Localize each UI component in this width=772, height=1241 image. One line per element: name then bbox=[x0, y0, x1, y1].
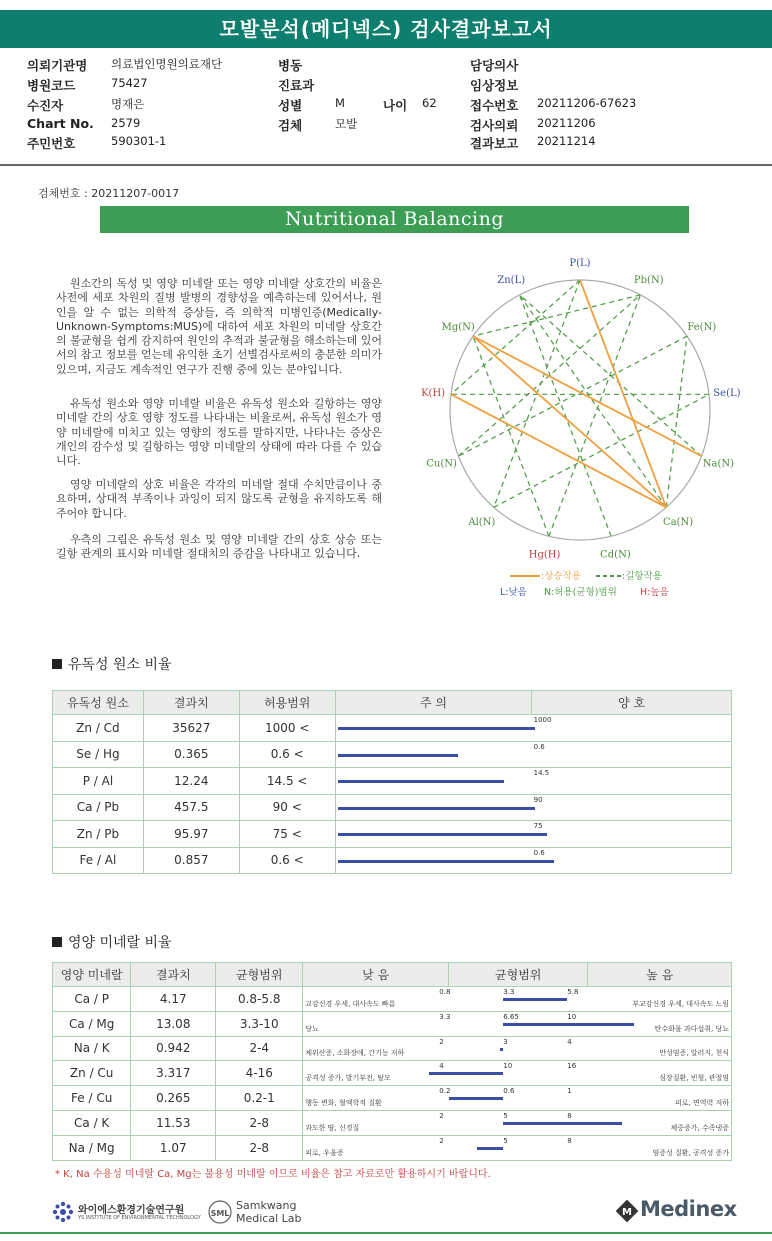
toxic-row bbox=[53, 715, 732, 742]
toxic-bar bbox=[338, 860, 555, 863]
nutrient-low-ref: 2 bbox=[439, 1037, 444, 1046]
report-title: 모발분석(메디넥스) 검사결과보고서 bbox=[0, 10, 772, 48]
nutrient-high-text: 심장질환, 빈혈, 관절염 bbox=[659, 1074, 729, 1083]
toxic-section-title: 유독성 원소 비율 bbox=[52, 654, 172, 674]
nutrient-mineral: Ca / Mg bbox=[53, 1011, 131, 1036]
wheel-lines bbox=[451, 280, 709, 536]
antagonism-line bbox=[666, 336, 687, 507]
nutrient-high-text: 만성염증, 알러지, 천식 bbox=[659, 1049, 729, 1058]
wheel-node-label: K(H) bbox=[421, 388, 446, 400]
toxic-range: 90 < bbox=[239, 794, 335, 821]
wheel-node-label: Na(N) bbox=[702, 458, 735, 470]
wheel-node-label: Cd(N) bbox=[600, 549, 631, 561]
wheel-node-label: Al(N) bbox=[468, 516, 496, 528]
nutrient-mineral: Zn / Cu bbox=[53, 1061, 131, 1086]
nutrient-bar bbox=[449, 1097, 503, 1100]
nutrient-high-ref: 1 bbox=[567, 1087, 572, 1096]
nutrient-range: 4-16 bbox=[216, 1061, 303, 1086]
nutrient-low-text: 교감신경 우세, 대사속도 빠름 bbox=[305, 999, 396, 1008]
wheel-node-label: Hg(H) bbox=[528, 549, 561, 561]
nutrient-bar bbox=[477, 1147, 504, 1150]
nutrient-bar bbox=[503, 1122, 622, 1125]
toxic-row bbox=[53, 847, 732, 874]
nutrient-result: 0.942 bbox=[131, 1036, 216, 1061]
nutrient-range: 0.2-1 bbox=[216, 1086, 303, 1111]
toxic-result: 95.97 bbox=[143, 821, 239, 848]
nutrient-range: 2-4 bbox=[216, 1036, 303, 1061]
wheel-node-label: P(L) bbox=[569, 258, 591, 269]
toxic-header-good: 양 호 bbox=[532, 691, 732, 715]
sml-logo-line1: Samkwang bbox=[236, 1199, 297, 1212]
institution-label: 의뢰기관명 bbox=[27, 58, 88, 73]
wheel-node-label: Mg(N) bbox=[441, 321, 475, 333]
ys-logo-name: 와이에스환경기술연구원 bbox=[78, 1205, 185, 1216]
toxic-table bbox=[52, 690, 732, 874]
nutrient-bar-cell bbox=[303, 1011, 732, 1036]
age-value: 62 bbox=[422, 96, 437, 110]
nutrient-bar bbox=[503, 998, 567, 1001]
wheel-node-label: Se(L) bbox=[713, 388, 741, 400]
nutrient-bar bbox=[500, 1048, 503, 1051]
antagonism-line bbox=[520, 295, 667, 507]
toxic-element: Se / Hg bbox=[53, 741, 144, 768]
nutrient-low-text: 체위산증, 소화장애, 간기능 저하 bbox=[305, 1049, 405, 1058]
paragraph-2: 유독성 원소와 영양 미네랄 비율은 유독성 원소와 길항하는 영양 미네랄 간의 상호 영향 정도를 나타내는 비율로써, 유독성 원소가 영양 미네랄에 미치고 있는 영향의 정도를 말하지만, 나타나는 증상은 개인의 감수성 및 길항하는 영양 미네랄의 상태에 따라 다를 수 있습니다. bbox=[56, 397, 382, 468]
toxic-element: Ca / Pb bbox=[53, 794, 144, 821]
toxic-result: 0.857 bbox=[143, 847, 239, 874]
nutrient-high-ref: 8 bbox=[567, 1111, 572, 1120]
nutrient-row bbox=[53, 1061, 732, 1086]
hospital-code-value: 75427 bbox=[111, 76, 148, 90]
bottom-divider bbox=[0, 1232, 772, 1234]
toxic-bar-cell bbox=[335, 715, 731, 742]
toxic-ref-value: 1000 bbox=[533, 716, 552, 724]
nutrient-result: 11.53 bbox=[131, 1110, 216, 1135]
specimen-number: 검체번호 : 20211207-0017 bbox=[38, 187, 180, 200]
nutrient-low-text: 피로, 우울증 bbox=[305, 1148, 344, 1157]
nutrient-bar bbox=[429, 1072, 503, 1075]
paragraph-4: 우측의 그림은 유독성 원소 및 영양 미네랄 간의 상호 상승 또는 길항 관계의 표시와 미네랄 절대치의 증감을 나타내고 있습니다. bbox=[56, 533, 382, 561]
wheel-node-label: Fe(N) bbox=[687, 321, 717, 333]
nutrient-row bbox=[53, 1036, 732, 1061]
medinex-logo-badge: M bbox=[622, 1207, 632, 1218]
nutrient-range: 0.8-5.8 bbox=[216, 987, 303, 1012]
wheel-node-label: Ca(N) bbox=[663, 516, 694, 528]
nutrient-low-text: 과도한 땀, 신경질 bbox=[305, 1123, 360, 1132]
nutrient-mid-ref: 6.65 bbox=[503, 1012, 519, 1021]
mineral-wheel bbox=[410, 258, 750, 610]
toxic-bar bbox=[338, 727, 535, 730]
toxic-row bbox=[53, 741, 732, 768]
hospital-code-label: 병원코드 bbox=[27, 78, 76, 93]
nutrient-section-title: 영양 미네랄 비율 bbox=[52, 932, 172, 952]
toxic-header-result: 결과치 bbox=[143, 691, 239, 715]
institution-value: 의료법인명원의료재단 bbox=[111, 57, 223, 71]
toxic-result: 0.365 bbox=[143, 741, 239, 768]
nutrient-bar-cell bbox=[303, 1135, 732, 1160]
nutrient-result: 1.07 bbox=[131, 1135, 216, 1160]
toxic-ref-value: 75 bbox=[533, 822, 543, 830]
toxic-bar bbox=[338, 754, 458, 757]
toxic-ref-value: 0.6 bbox=[533, 742, 545, 751]
nutrient-bar-cell bbox=[303, 1110, 732, 1135]
sml-logo-icon bbox=[207, 1199, 233, 1225]
toxic-range: 75 < bbox=[239, 821, 335, 848]
nutrient-mineral: Ca / P bbox=[53, 987, 131, 1012]
wheel-node-label: Zn(L) bbox=[497, 274, 526, 286]
nutrient-mineral: Ca / K bbox=[53, 1110, 131, 1135]
clinical-label: 임상정보 bbox=[470, 78, 519, 93]
nutrient-result: 13.08 bbox=[131, 1011, 216, 1036]
toxic-bar bbox=[338, 780, 504, 783]
wheel-circle bbox=[450, 280, 710, 540]
nutritional-balancing-title: Nutritional Balancing bbox=[100, 206, 689, 233]
report-label: 결과보고 bbox=[470, 136, 519, 151]
legend-low: L:낮음 bbox=[500, 587, 527, 598]
dept-label: 진료과 bbox=[278, 78, 315, 93]
toxic-row bbox=[53, 821, 732, 848]
nutrient-mid-ref: 5 bbox=[503, 1111, 508, 1120]
nutrient-mid-ref: 0.6 bbox=[503, 1087, 515, 1096]
toxic-row bbox=[53, 768, 732, 795]
nutrient-mineral: Fe / Cu bbox=[53, 1086, 131, 1111]
toxic-element: P / Al bbox=[53, 768, 144, 795]
toxic-header-element: 유독성 원소 bbox=[53, 691, 144, 715]
nutrient-row bbox=[53, 1110, 732, 1135]
sex-label: 성별 bbox=[278, 98, 303, 113]
nutrient-high-text: 체중증가, 수족냉증 bbox=[670, 1123, 729, 1132]
toxic-bar-cell bbox=[335, 768, 731, 795]
nutrient-header-result: 결과치 bbox=[131, 963, 216, 987]
medinex-logo-icon bbox=[615, 1199, 639, 1223]
nutrient-mid-ref: 5 bbox=[503, 1136, 508, 1145]
nutrient-bar-cell bbox=[303, 987, 732, 1012]
toxic-header-caution: 주 의 bbox=[335, 691, 532, 715]
ys-logo-icon bbox=[52, 1201, 74, 1223]
medinex-logo-text: Medinex bbox=[640, 1197, 737, 1221]
toxic-bar-cell bbox=[335, 821, 731, 848]
toxic-range: 14.5 < bbox=[239, 768, 335, 795]
nutrient-range: 3.3-10 bbox=[216, 1011, 303, 1036]
patient-label: 수진자 bbox=[27, 98, 64, 113]
nutrient-high-text: 피로, 면역력 저하 bbox=[674, 1098, 729, 1107]
nutrient-result: 4.17 bbox=[131, 987, 216, 1012]
specimen-label: 검체 bbox=[278, 118, 303, 133]
nutrient-row bbox=[53, 987, 732, 1012]
nutrient-low-ref: 0.8 bbox=[439, 988, 451, 996]
legend-synergy: :상승작용 bbox=[541, 571, 581, 582]
toxic-bar-cell bbox=[335, 741, 731, 768]
nutrient-range: 2-8 bbox=[216, 1135, 303, 1160]
toxic-result: 35627 bbox=[143, 715, 239, 742]
legend-normal: N:허용(균형)범위 bbox=[544, 587, 617, 598]
toxic-bar-cell bbox=[335, 794, 731, 821]
antagonism-line bbox=[520, 295, 612, 536]
toxic-ref-value: 90 bbox=[533, 795, 543, 804]
toxic-range: 0.6 < bbox=[239, 847, 335, 874]
nutrient-low-text: 당뇨 bbox=[305, 1024, 319, 1033]
nutrient-row bbox=[53, 1086, 732, 1111]
id-label: 주민번호 bbox=[27, 136, 76, 151]
chart-label: Chart No. bbox=[27, 116, 94, 131]
paragraph-3: 영양 미네랄의 상호 비율은 각각의 미네랄 절대 수치만큼이나 중요하며, 상대적 부족이나 과잉이 되지 않도록 균형을 유지하도록 해주어야 합니다. bbox=[56, 478, 382, 520]
age-label: 나이 bbox=[383, 98, 408, 113]
legend-high: H:높음 bbox=[640, 587, 669, 598]
id-value: 590301-1 bbox=[111, 134, 167, 148]
toxic-ref-value: 0.6 bbox=[533, 848, 545, 857]
header-divider bbox=[0, 164, 772, 166]
request-label: 검사의뢰 bbox=[470, 118, 519, 133]
footnote: * K, Na 수용성 미네랄 Ca, Mg는 불용성 미네랄 이므로 비율은 참고 자료로만 활용하시기 바랍니다. bbox=[55, 1169, 491, 1180]
wheel-labels bbox=[421, 258, 741, 561]
nutrient-mid-ref: 3.3 bbox=[503, 988, 515, 996]
wheel-node-label: Cu(N) bbox=[426, 458, 457, 470]
paragraph-1: 원소간의 독성 및 영양 미네랄 또는 영양 미네랄 상호간의 비율은 사전에 세포 차원의 질병 발병의 경향성을 예측하는데 있어서나, 원인을 알 수 없는 의학적 증상들, 즉 의학적 미병인증(Medically-Unknown-Symptoms:MUS)에 대하여 세포 차원의 미네랄 상호간의 불균형을 쉽게 감지하여 원인의 추적과 불균형을 해소하는데 있어서의 참고 정보를 얻는데 유익한 초기 선별검사로써의 충분한 의미가 있으며, 지금도 계속적인 연구가 진행 중에 있는 분야입니다. bbox=[56, 277, 382, 376]
nutrient-bar-cell bbox=[303, 1036, 732, 1061]
antagonism-line bbox=[473, 336, 549, 536]
nutrient-high-text: 염증성 질환, 공격성 증가 bbox=[652, 1148, 729, 1157]
nutrient-result: 3.317 bbox=[131, 1061, 216, 1086]
nutrient-mineral: Na / K bbox=[53, 1036, 131, 1061]
receipt-label: 접수번호 bbox=[470, 98, 519, 113]
receipt-value: 20211206-67623 bbox=[537, 96, 637, 110]
toxic-result: 12.24 bbox=[143, 768, 239, 795]
footer-logos bbox=[0, 1195, 772, 1235]
nutrient-bar bbox=[503, 1023, 634, 1026]
sml-logo-badge: SML bbox=[210, 1209, 230, 1218]
toxic-row bbox=[53, 794, 732, 821]
toxic-range: 0.6 < bbox=[239, 741, 335, 768]
nutrient-low-ref: 3.3 bbox=[439, 1012, 451, 1021]
nutrient-mid-ref: 10 bbox=[503, 1062, 513, 1071]
nutrient-low-ref: 2 bbox=[439, 1111, 444, 1120]
toxic-ref-value: 14.5 bbox=[533, 769, 550, 777]
ys-logo-sub: YS INSTITUTE OF ENVIRONMENTAL TECHNOLOGY bbox=[78, 1215, 201, 1221]
nutrient-high-ref: 10 bbox=[567, 1012, 577, 1021]
toxic-element: Zn / Pb bbox=[53, 821, 144, 848]
nutrient-header-mineral: 영양 미네랄 bbox=[53, 963, 131, 987]
sex-value: M bbox=[335, 96, 345, 110]
nutrient-row bbox=[53, 1011, 732, 1036]
nutrient-high-ref: 4 bbox=[567, 1037, 572, 1046]
nutrient-high-ref: 8 bbox=[567, 1136, 572, 1145]
report-header bbox=[0, 52, 772, 164]
synergy-line bbox=[580, 280, 666, 507]
doctor-label: 담당의사 bbox=[470, 58, 519, 73]
toxic-element: Fe / Al bbox=[53, 847, 144, 874]
nutrient-low-text: 공격성 증가, 발기부전, 탈모 bbox=[305, 1074, 391, 1083]
nutrient-high-ref: 5.8 bbox=[567, 988, 579, 996]
patient-value: 명재은 bbox=[111, 97, 145, 111]
nutrient-header-low: 낮 음 bbox=[303, 963, 449, 987]
nutrient-header-balance: 균형범위 bbox=[449, 963, 588, 987]
nutrient-low-ref: 4 bbox=[439, 1062, 444, 1071]
nutrient-result: 0.265 bbox=[131, 1086, 216, 1111]
nutrient-mid-ref: 3 bbox=[503, 1037, 508, 1046]
nutrient-table bbox=[52, 962, 732, 1161]
nutrient-bar-cell bbox=[303, 1061, 732, 1086]
toxic-element: Zn / Cd bbox=[53, 715, 144, 742]
sml-logo-line2: Medical Lab bbox=[236, 1212, 302, 1225]
toxic-bar bbox=[338, 807, 535, 810]
nutrient-low-ref: 0.2 bbox=[439, 1087, 451, 1096]
wheel-node-label: Pb(N) bbox=[633, 274, 664, 286]
nutrient-bar-cell bbox=[303, 1086, 732, 1111]
nutrient-high-ref: 16 bbox=[567, 1062, 577, 1071]
toxic-bar-cell bbox=[335, 847, 731, 874]
report-value: 20211214 bbox=[537, 134, 596, 148]
nutrient-header-high: 높 음 bbox=[588, 963, 732, 987]
nutrient-low-text: 행동 변화, 혈액학적 질환 bbox=[305, 1098, 382, 1107]
nutrient-high-text: 탄수화물 과다섭취, 당뇨 bbox=[654, 1024, 729, 1033]
nutrient-mineral: Na / Mg bbox=[53, 1135, 131, 1160]
nutrient-header-range: 균형범위 bbox=[216, 963, 303, 987]
nutrient-low-ref: 2 bbox=[439, 1136, 444, 1145]
toxic-bar bbox=[338, 833, 548, 836]
legend-antagonism: :길항작용 bbox=[622, 571, 662, 582]
nutrient-row bbox=[53, 1135, 732, 1160]
request-value: 20211206 bbox=[537, 116, 596, 130]
ward-label: 병동 bbox=[278, 58, 303, 73]
nutrient-high-text: 부교감신경 우세, 대사속도 느림 bbox=[632, 999, 729, 1008]
toxic-header-range: 허용범위 bbox=[239, 691, 335, 715]
toxic-range: 1000 < bbox=[239, 715, 335, 742]
specimen-value: 모발 bbox=[335, 117, 358, 131]
chart-value: 2579 bbox=[111, 116, 141, 130]
nutrient-range: 2-8 bbox=[216, 1110, 303, 1135]
toxic-result: 457.5 bbox=[143, 794, 239, 821]
